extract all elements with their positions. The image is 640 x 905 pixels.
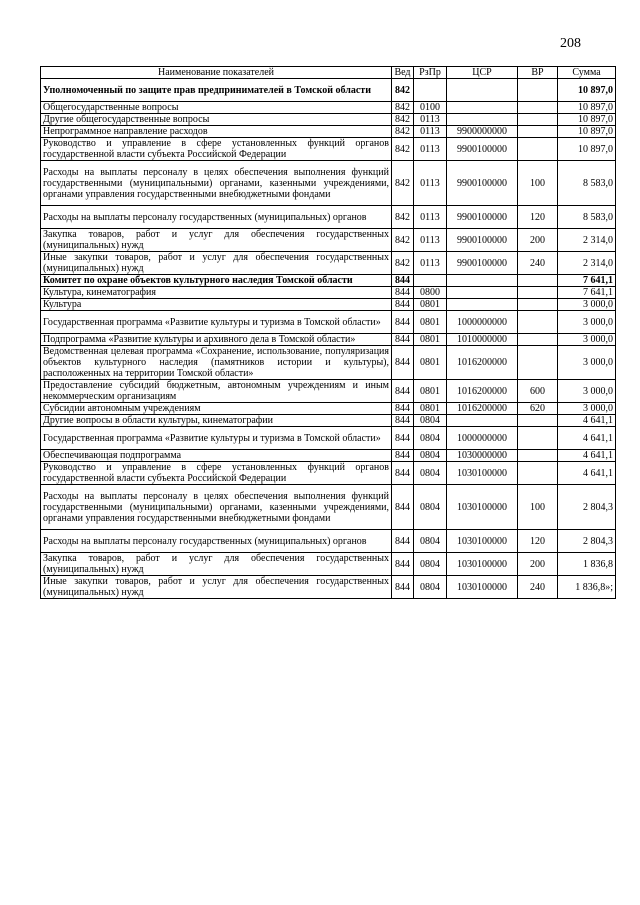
table-row [41,287,616,299]
cell-ved: 844 [392,346,414,380]
cell-rzpr: 0113 [414,206,447,229]
cell-ved: 844 [392,415,414,427]
cell-vr: 200 [518,553,558,576]
cell-vr: 100 [518,161,558,206]
cell-rzpr: 0113 [414,252,447,275]
table-row [41,206,616,229]
cell-rzpr: 0804 [414,450,447,462]
cell-sum: 2 804,3 [558,485,616,530]
cell-sum: 2 314,0 [558,252,616,275]
cell-csr: 9900100000 [447,229,518,252]
cell-ved: 842 [392,252,414,275]
cell-csr: 1030100000 [447,553,518,576]
cell-csr [447,287,518,299]
cell-vr: 200 [518,229,558,252]
header-vr: ВР [518,67,558,79]
cell-ved: 844 [392,299,414,311]
cell-csr: 1030100000 [447,485,518,530]
table-row [41,403,616,415]
cell-rzpr [414,275,447,287]
cell-ved: 844 [392,380,414,403]
cell-sum: 4 641,1 [558,427,616,450]
cell-rzpr: 0804 [414,415,447,427]
cell-rzpr: 0801 [414,299,447,311]
table-header-row [41,67,616,79]
cell-rzpr: 0804 [414,462,447,485]
cell-rzpr: 0113 [414,229,447,252]
cell-name: Ведомственная целевая программа «Сохранение, использование, популяризация объектов культурного наследия (памятников истории и культуры), расположенных на территории Томской области» [41,346,392,380]
cell-name: Комитет по охране объектов культурного наследия Томской области [41,275,392,287]
cell-name: Руководство и управление в сфере установленных функций органов государственной власти субъекта Российской Федерации [41,462,392,485]
cell-ved: 844 [392,576,414,599]
cell-rzpr: 0100 [414,102,447,114]
cell-ved: 842 [392,229,414,252]
cell-name: Субсидии автономным учреждениям [41,403,392,415]
cell-ved: 844 [392,311,414,334]
cell-name: Иные закупки товаров, работ и услуг для обеспечения государственных (муниципальных) нужд [41,576,392,599]
cell-rzpr: 0801 [414,403,447,415]
cell-ved: 844 [392,462,414,485]
cell-ved: 842 [392,161,414,206]
cell-sum: 10 897,0 [558,79,616,102]
table-row [41,415,616,427]
table-row [41,102,616,114]
cell-csr: 1030100000 [447,576,518,599]
cell-name: Уполномоченный по защите прав предпринимателей в Томской области [41,79,392,102]
cell-ved: 842 [392,206,414,229]
cell-vr [518,346,558,380]
cell-vr [518,462,558,485]
cell-rzpr: 0804 [414,553,447,576]
cell-sum: 8 583,0 [558,206,616,229]
cell-csr: 1030100000 [447,530,518,553]
cell-vr: 620 [518,403,558,415]
cell-sum: 8 583,0 [558,161,616,206]
table-row [41,427,616,450]
cell-name: Закупка товаров, работ и услуг для обеспечения государственных (муниципальных) нужд [41,229,392,252]
cell-csr [447,79,518,102]
cell-vr: 600 [518,380,558,403]
cell-rzpr: 0804 [414,576,447,599]
cell-csr: 9900100000 [447,138,518,161]
cell-ved: 844 [392,450,414,462]
cell-vr [518,275,558,287]
cell-vr [518,311,558,334]
cell-name: Закупка товаров, работ и услуг для обеспечения государственных (муниципальных) нужд [41,553,392,576]
cell-name: Культура, кинематография [41,287,392,299]
cell-rzpr: 0113 [414,114,447,126]
cell-csr: 1000000000 [447,311,518,334]
cell-name: Обеспечивающая подпрограмма [41,450,392,462]
cell-sum: 7 641,1 [558,287,616,299]
table-row [41,311,616,334]
cell-ved: 842 [392,114,414,126]
cell-ved: 844 [392,553,414,576]
cell-name: Государственная программа «Развитие культуры и туризма в Томской области» [41,427,392,450]
cell-csr: 1016200000 [447,346,518,380]
table-row [41,138,616,161]
header-name: Наименование показателей [41,67,392,79]
table-row [41,380,616,403]
cell-name: Другие вопросы в области культуры, кинематографии [41,415,392,427]
table-row [41,346,616,380]
cell-ved: 842 [392,138,414,161]
cell-name: Расходы на выплаты персоналу государственных (муниципальных) органов [41,206,392,229]
header-rzpr: РзПр [414,67,447,79]
cell-name: Расходы на выплаты персоналу в целях обеспечения выполнения функций государственными (муниципальными) органами, казенными учреждениями, органами управления государственными внебюджетными фондами [41,485,392,530]
cell-vr: 100 [518,485,558,530]
cell-csr: 1000000000 [447,427,518,450]
table-row [41,553,616,576]
cell-csr: 1030000000 [447,450,518,462]
cell-vr: 120 [518,530,558,553]
cell-sum: 10 897,0 [558,126,616,138]
cell-csr: 1030100000 [447,462,518,485]
cell-ved: 844 [392,427,414,450]
cell-ved: 844 [392,287,414,299]
cell-sum: 1 836,8»; [558,576,616,599]
cell-csr [447,299,518,311]
cell-sum: 10 897,0 [558,138,616,161]
cell-name: Государственная программа «Развитие культуры и туризма в Томской области» [41,311,392,334]
cell-sum: 10 897,0 [558,114,616,126]
cell-csr [447,102,518,114]
cell-rzpr: 0804 [414,530,447,553]
cell-vr: 120 [518,206,558,229]
cell-vr [518,138,558,161]
cell-rzpr: 0113 [414,138,447,161]
table-row [41,79,616,102]
cell-name: Культура [41,299,392,311]
cell-rzpr: 0801 [414,380,447,403]
cell-rzpr: 0801 [414,346,447,380]
cell-csr [447,415,518,427]
cell-vr [518,415,558,427]
table-row [41,126,616,138]
cell-rzpr [414,79,447,102]
cell-sum: 1 836,8 [558,553,616,576]
cell-sum: 2 314,0 [558,229,616,252]
cell-vr: 240 [518,252,558,275]
cell-rzpr: 0801 [414,334,447,346]
cell-name: Иные закупки товаров, работ и услуг для обеспечения государственных (муниципальных) нужд [41,252,392,275]
cell-sum: 3 000,0 [558,311,616,334]
cell-ved: 844 [392,485,414,530]
cell-name: Непрограммное направление расходов [41,126,392,138]
cell-rzpr: 0804 [414,427,447,450]
header-csr: ЦСР [447,67,518,79]
cell-sum: 7 641,1 [558,275,616,287]
cell-sum: 3 000,0 [558,380,616,403]
cell-csr: 1016200000 [447,380,518,403]
cell-name: Расходы на выплаты персоналу государственных (муниципальных) органов [41,530,392,553]
cell-name: Руководство и управление в сфере установленных функций органов государственной власти субъекта Российской Федерации [41,138,392,161]
table-row [41,450,616,462]
table-row [41,275,616,287]
cell-vr [518,334,558,346]
cell-vr: 240 [518,576,558,599]
cell-vr [518,114,558,126]
page-number: 208 [560,36,581,51]
cell-csr: 9900100000 [447,252,518,275]
table-row [41,462,616,485]
cell-ved: 844 [392,530,414,553]
cell-name: Предоставление субсидий бюджетным, автономным учреждениям и иным некоммерческим организациям [41,380,392,403]
cell-csr: 1016200000 [447,403,518,415]
cell-rzpr: 0113 [414,161,447,206]
cell-sum: 3 000,0 [558,403,616,415]
cell-sum: 3 000,0 [558,346,616,380]
cell-ved: 844 [392,403,414,415]
table-row [41,114,616,126]
table-row [41,334,616,346]
header-ved: Вед [392,67,414,79]
table-row [41,252,616,275]
cell-vr [518,450,558,462]
cell-sum: 4 641,1 [558,450,616,462]
cell-vr [518,126,558,138]
budget-table [40,66,616,599]
cell-csr: 9900000000 [447,126,518,138]
cell-csr: 9900100000 [447,161,518,206]
table-row [41,299,616,311]
cell-sum: 4 641,1 [558,415,616,427]
cell-sum: 3 000,0 [558,299,616,311]
table-row [41,576,616,599]
header-sum: Сумма [558,67,616,79]
cell-rzpr: 0801 [414,311,447,334]
cell-rzpr: 0804 [414,485,447,530]
cell-ved: 842 [392,126,414,138]
cell-ved: 844 [392,334,414,346]
cell-name: Расходы на выплаты персоналу в целях обеспечения выполнения функций государственными (муниципальными) органами, казенными учреждениями, органами управления государственными внебюджетными фондами [41,161,392,206]
cell-vr [518,299,558,311]
cell-sum: 4 641,1 [558,462,616,485]
cell-ved: 842 [392,102,414,114]
cell-csr: 9900100000 [447,206,518,229]
cell-rzpr: 0113 [414,126,447,138]
cell-vr [518,287,558,299]
cell-ved: 842 [392,79,414,102]
cell-ved: 844 [392,275,414,287]
table-row [41,229,616,252]
cell-name: Общегосударственные вопросы [41,102,392,114]
table-row [41,161,616,206]
cell-sum: 3 000,0 [558,334,616,346]
cell-name: Подпрограмма «Развитие культуры и архивного дела в Томской области» [41,334,392,346]
cell-sum: 2 804,3 [558,530,616,553]
table-row [41,530,616,553]
cell-vr [518,427,558,450]
cell-csr [447,114,518,126]
cell-vr [518,79,558,102]
cell-csr [447,275,518,287]
table-row [41,485,616,530]
cell-name: Другие общегосударственные вопросы [41,114,392,126]
cell-vr [518,102,558,114]
cell-rzpr: 0800 [414,287,447,299]
cell-sum: 10 897,0 [558,102,616,114]
cell-csr: 1010000000 [447,334,518,346]
